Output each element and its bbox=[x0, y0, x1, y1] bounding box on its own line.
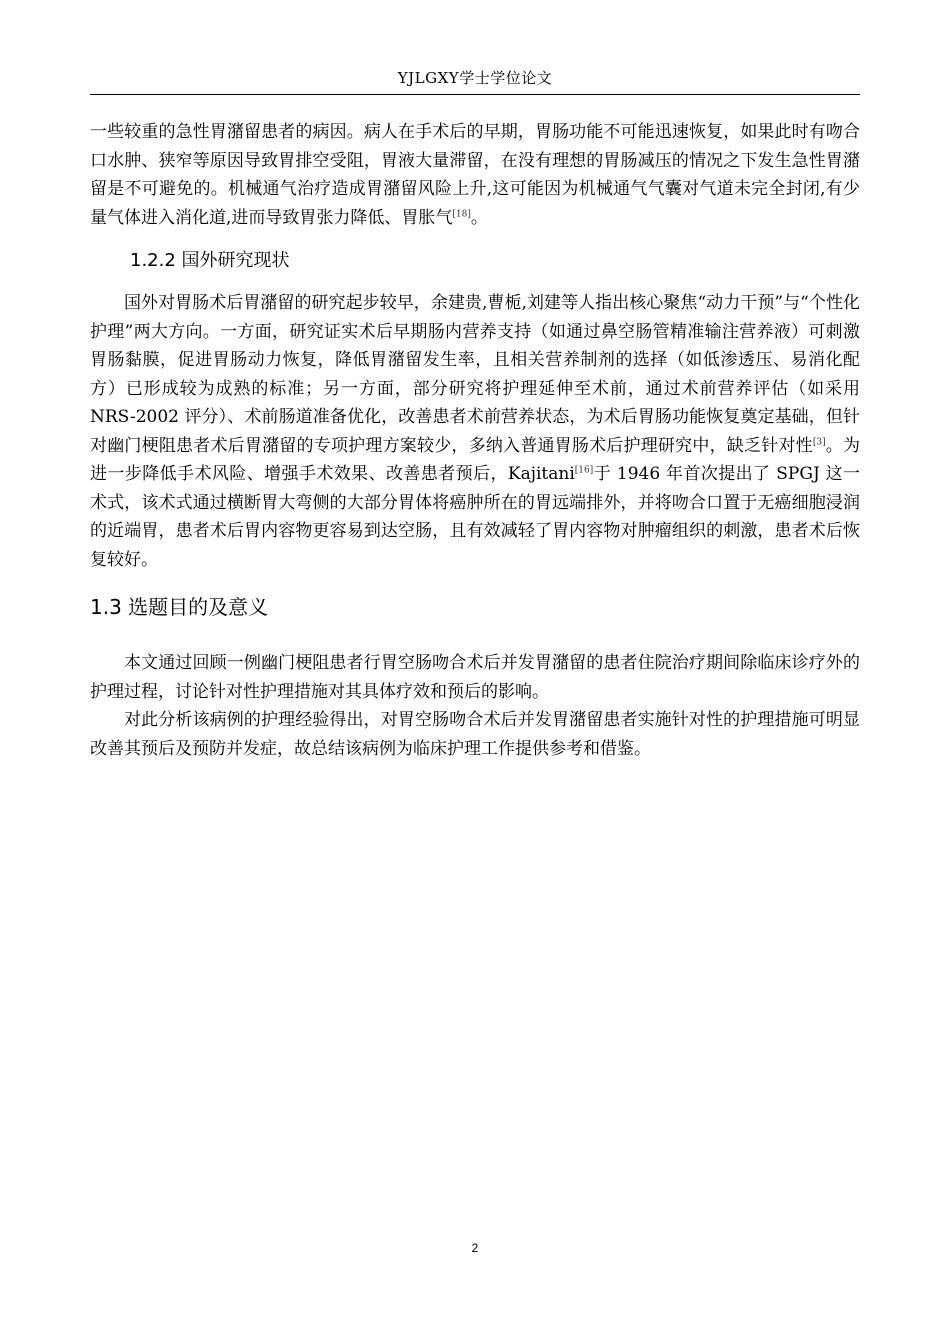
running-header: YJLGXY学士学位论文 bbox=[397, 69, 553, 87]
citation-3: [3] bbox=[812, 436, 826, 447]
heading-1-3: 1.3 选题目的及意义 bbox=[90, 595, 269, 619]
paragraph-2-text-a: 国外对胃肠术后胃潴留的研究起步较早，余建贵,曹栀,刘建等人指出核心聚焦“动力干预”与“个性化护理”两大方向。一方面，研究证实术后早期肠内营养支持（如通过鼻空肠管精准输注营养液）可刺激胃肠黏膜，促进胃肠动力恢复，降低胃潴留发生率，且相关营养制剂的选择（如低渗透压、易消化配方）已形成较为成熟的标准；另一方面，部分研究将护理延伸至术前，通过术前营养评估（如采用 NRS-2002 评分）、术前肠道准备优化，改善患者术前营养状态，为术后胃肠功能恢复奠定基础，但针对幽门梗阻患者术后胃潴留的专项护理方案较少，多纳入普通胃肠术后护理研究中，缺乏针对性 bbox=[90, 293, 860, 456]
citation-18: [18] bbox=[452, 208, 471, 219]
paragraph-1 bbox=[90, 118, 860, 232]
header-rule bbox=[90, 94, 860, 95]
heading-1-2-2: 1.2.2 国外研究现状 bbox=[130, 250, 290, 271]
paragraph-2-text-c: 于 1946 年首次提出了 SPGJ 这一术式，该术式通过横断胃大弯侧的大部分胃体将癌肿所在的胃远端排外，并将吻合口置于无癌细胞浸润的近端胃，患者术后胃内容物更容易到达空肠，且有效减轻了胃内容物对肿瘤组织的刺激，患者术后恢复较好。 bbox=[90, 464, 860, 570]
paragraph-1-text: 一些较重的急性胃潴留患者的病因。病人在手术后的早期，胃肠功能不可能迅速恢复，如果此时有吻合口水肿、狭窄等原因导致胃排空受阻，胃液大量滞留，在没有理想的胃肠减压的情况之下发生急性胃潴留是不可避免的。机械通气治疗造成胃潴留风险上升,这可能因为机械通气气囊对气道未完全封闭,有少量气体进入消化道,进而导致胃张力降低、胃胀气 bbox=[90, 122, 860, 228]
document-body bbox=[90, 118, 860, 763]
paragraph-2-text-b: 。为进一步降低手术风险、增强手术效果、改善患者预后，Kajitani bbox=[90, 435, 860, 484]
paragraph-1-end: 。 bbox=[470, 207, 488, 228]
paragraph-3: 本文通过回顾一例幽门梗阻患者行胃空肠吻合术后并发胃潴留的患者住院治疗期间除临床诊疗外的护理过程，讨论针对性护理措施对其具体疗效和预后的影响。 bbox=[90, 653, 860, 702]
paragraph-4: 对此分析该病例的护理经验得出，对胃空肠吻合术后并发胃潴留患者实施针对性的护理措施可明显改善其预后及预防并发症，故总结该病例为临床护理工作提供参考和借鉴。 bbox=[90, 710, 860, 759]
citation-16: [16] bbox=[574, 465, 594, 476]
paragraph-2 bbox=[90, 289, 860, 574]
page-number: 2 bbox=[471, 1241, 479, 1255]
